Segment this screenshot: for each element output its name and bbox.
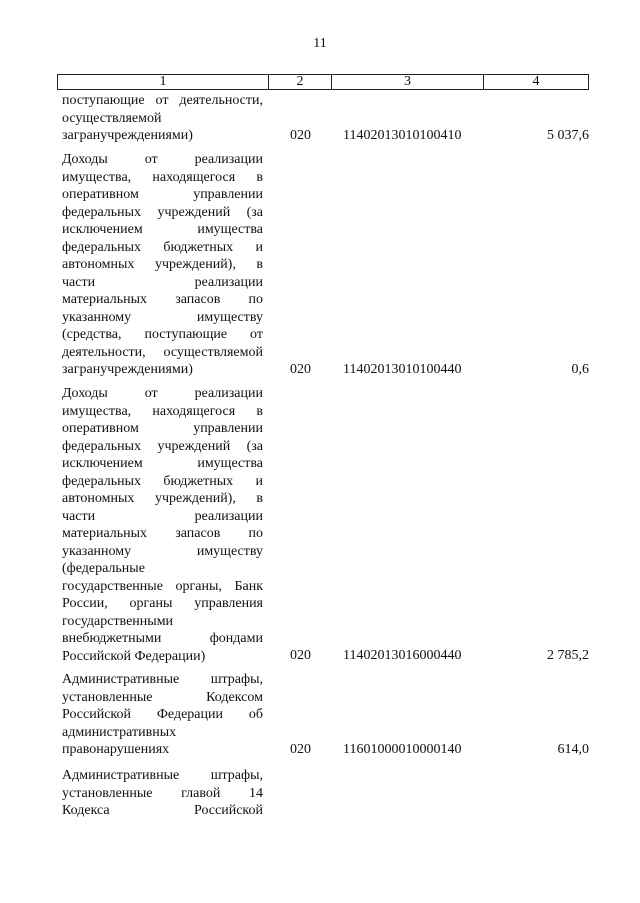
row-amount: 2 785,2: [547, 648, 589, 663]
description-line: части реализации: [62, 508, 263, 524]
description-line: Административные штрафы,: [62, 672, 263, 687]
description-line: указанному имуществу: [62, 543, 263, 559]
row-kbk: 11402013010100410: [343, 128, 462, 143]
row-description: [62, 92, 263, 145]
row-description: [62, 151, 263, 379]
row-description: [62, 671, 263, 759]
description-line: государственные органы, Банк: [62, 578, 263, 594]
description-line: оперативном управлении: [62, 421, 263, 436]
description-line: деятельности, осуществляемой: [62, 344, 263, 360]
description-line: Российской Федерации): [62, 648, 206, 664]
row-description: [62, 385, 263, 665]
description-line: поступающие от деятельности,: [62, 93, 263, 108]
row-code: 020: [290, 128, 311, 143]
description-line: Российской Федерации об: [62, 707, 263, 722]
description-line: России, органы управления: [62, 596, 263, 611]
description-line: загранучреждениями): [62, 128, 193, 143]
description-line: материальных запасов по: [62, 292, 263, 307]
description-line: осуществляемой: [62, 110, 162, 126]
description-line: имущества, находящегося в: [62, 169, 263, 185]
row-amount: 614,0: [557, 742, 589, 757]
row-amount: 0,6: [571, 362, 589, 377]
description-line: загранучреждениями): [62, 362, 193, 377]
row-amount: 5 037,6: [547, 128, 589, 143]
description-line: оперативном управлении: [62, 187, 263, 202]
header-col-2: 2: [269, 75, 332, 89]
description-line: правонарушениях: [62, 742, 170, 757]
description-line: внебюджетными фондами: [62, 631, 263, 646]
row-code: 020: [290, 648, 311, 663]
description-line: (средства, поступающие от: [62, 327, 263, 342]
description-line: административных: [62, 724, 177, 740]
description-line: материальных запасов по: [62, 526, 263, 541]
row-code: 020: [290, 362, 311, 377]
description-line: Доходы от реализации: [62, 386, 263, 401]
table-header-row: [57, 74, 589, 90]
description-line: федеральных учреждений (за: [62, 204, 263, 220]
header-col-4: 4: [532, 74, 540, 89]
row-kbk: 11402013010100440: [343, 362, 462, 377]
description-line: федеральных бюджетных и: [62, 473, 263, 489]
description-line: исключением имущества: [62, 456, 263, 471]
description-line: федеральных учреждений (за: [62, 438, 263, 454]
description-line: автономных учреждений), в: [62, 491, 263, 506]
description-line: государственными: [62, 613, 174, 629]
header-col-3: 3: [332, 75, 484, 89]
description-line: федеральных бюджетных и: [62, 239, 263, 255]
page-number: 11: [313, 36, 327, 51]
description-line: (федеральные: [62, 561, 145, 576]
description-line: Административные штрафы,: [62, 768, 263, 783]
row-kbk: 11601000010000140: [343, 742, 462, 757]
description-line: Доходы от реализации: [62, 152, 263, 167]
description-line: исключением имущества: [62, 222, 263, 237]
row-description: [62, 767, 263, 820]
row-kbk: 11402013016000440: [343, 648, 462, 663]
description-line: Кодекса Российской: [62, 803, 263, 818]
description-line: автономных учреждений), в: [62, 257, 263, 272]
row-code: 020: [290, 742, 311, 757]
header-col-1: 1: [58, 75, 269, 89]
description-line: установленные главой 14: [62, 785, 263, 801]
description-line: установленные Кодексом: [62, 689, 263, 705]
description-line: имущества, находящегося в: [62, 403, 263, 419]
description-line: части реализации: [62, 274, 263, 290]
description-line: указанному имуществу: [62, 309, 263, 325]
